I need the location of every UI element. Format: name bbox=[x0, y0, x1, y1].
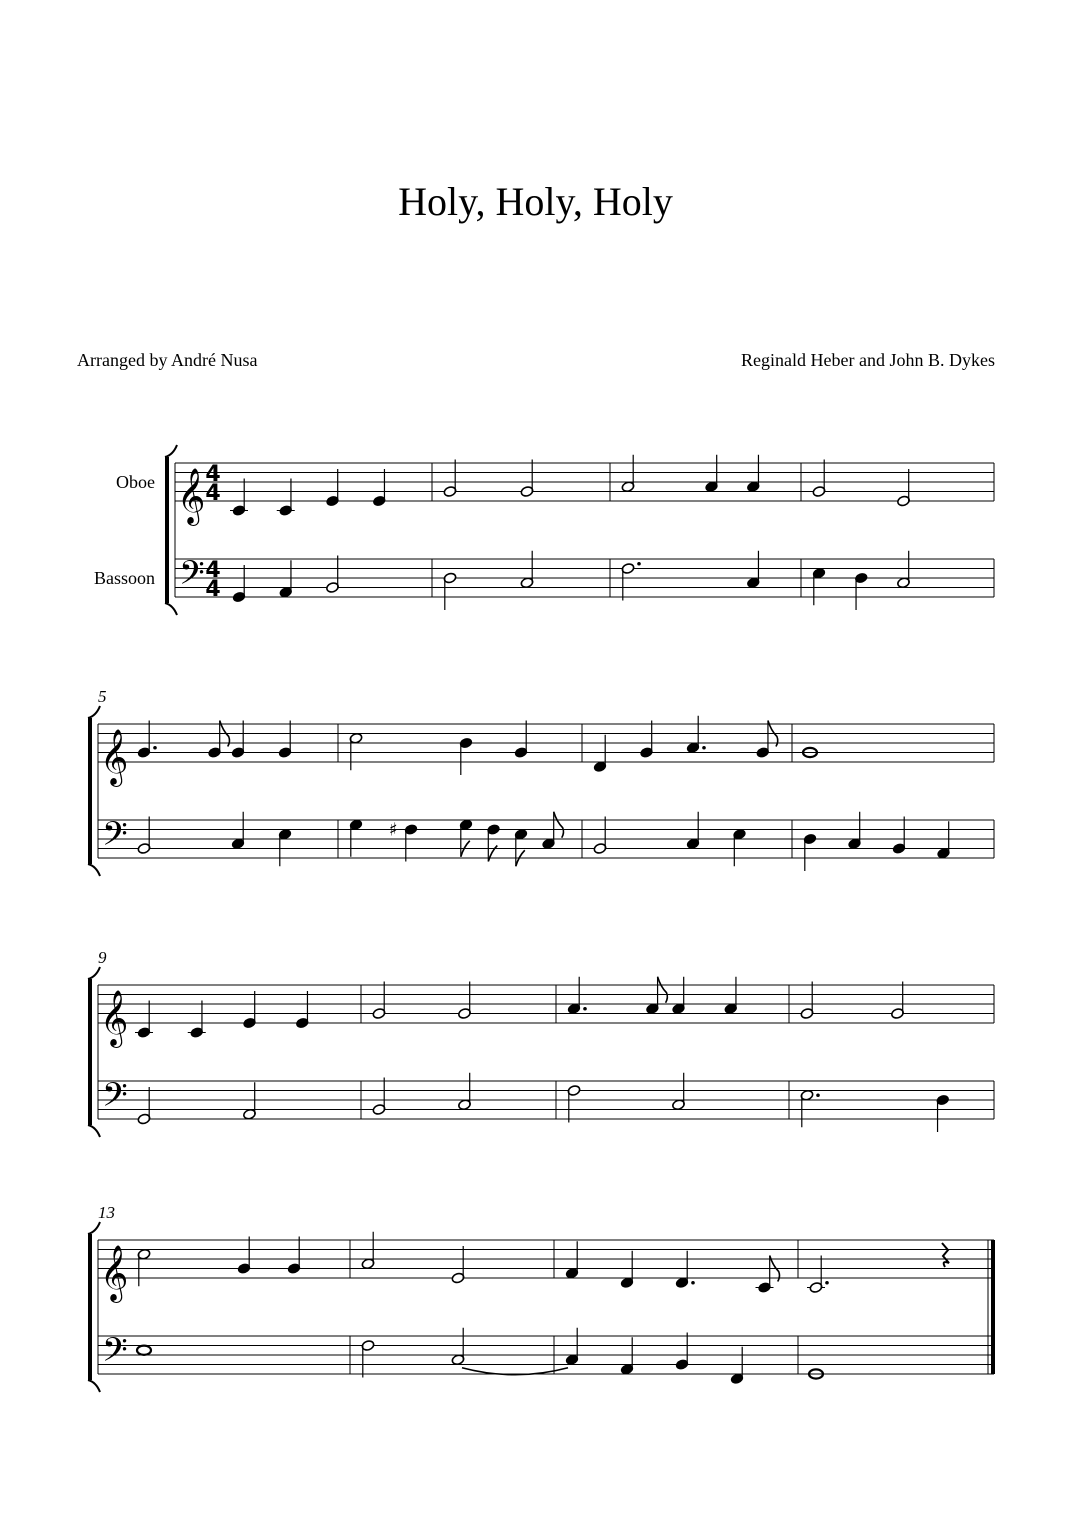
instrument-label-bassoon: Bassoon bbox=[93, 568, 155, 588]
system bbox=[94, 445, 994, 615]
bracket-hook bbox=[88, 967, 100, 979]
treble-clef-icon: 𝄞 bbox=[100, 990, 129, 1046]
bass-clef-icon: 𝄢 bbox=[102, 815, 128, 862]
sharp-accidental: ♯ bbox=[389, 819, 398, 841]
whole-note bbox=[137, 1346, 151, 1355]
bracket-hook bbox=[165, 445, 177, 457]
time-signature-denominator: 4 bbox=[205, 481, 221, 506]
measure-number: 9 bbox=[98, 948, 107, 967]
bass-clef-icon: 𝄢 bbox=[102, 1076, 128, 1123]
measure-number: 13 bbox=[98, 1203, 115, 1222]
quarter-rest bbox=[942, 1243, 949, 1267]
composer-credit: Reginald Heber and John B. Dykes bbox=[741, 350, 995, 370]
dot bbox=[702, 746, 706, 750]
bracket-hook bbox=[88, 864, 100, 876]
treble-clef-icon: 𝄞 bbox=[100, 1245, 129, 1301]
time-signature-numerator: 4 bbox=[205, 558, 221, 583]
page-title: Holy, Holy, Holy bbox=[398, 179, 673, 224]
dot bbox=[816, 1093, 820, 1097]
bracket-hook bbox=[88, 706, 100, 718]
instrument-label-oboe: Oboe bbox=[116, 472, 155, 492]
treble-clef-icon: 𝄞 bbox=[100, 729, 129, 785]
bracket-hook bbox=[165, 603, 177, 615]
system bbox=[88, 948, 994, 1137]
time-signature-numerator: 4 bbox=[205, 462, 221, 487]
measure-number: 5 bbox=[98, 687, 107, 706]
bass-clef-icon: 𝄢 bbox=[102, 1331, 128, 1378]
eighth-flag bbox=[488, 846, 497, 862]
dot bbox=[583, 1007, 587, 1011]
dot bbox=[691, 1281, 695, 1285]
dot bbox=[153, 746, 157, 750]
time-signature-denominator: 4 bbox=[205, 577, 221, 602]
bracket-hook bbox=[88, 1222, 100, 1234]
system bbox=[88, 1203, 994, 1392]
eighth-flag bbox=[658, 977, 668, 1003]
bass-clef-icon: 𝄢 bbox=[179, 554, 205, 601]
bracket-hook bbox=[88, 1380, 100, 1392]
dot bbox=[825, 1281, 829, 1285]
dot bbox=[637, 562, 641, 566]
eighth-flag bbox=[554, 812, 564, 838]
treble-clef-icon: 𝄞 bbox=[177, 468, 206, 524]
arranger-credit: Arranged by André Nusa bbox=[77, 350, 258, 370]
system bbox=[88, 687, 994, 876]
bracket-hook bbox=[88, 1125, 100, 1137]
